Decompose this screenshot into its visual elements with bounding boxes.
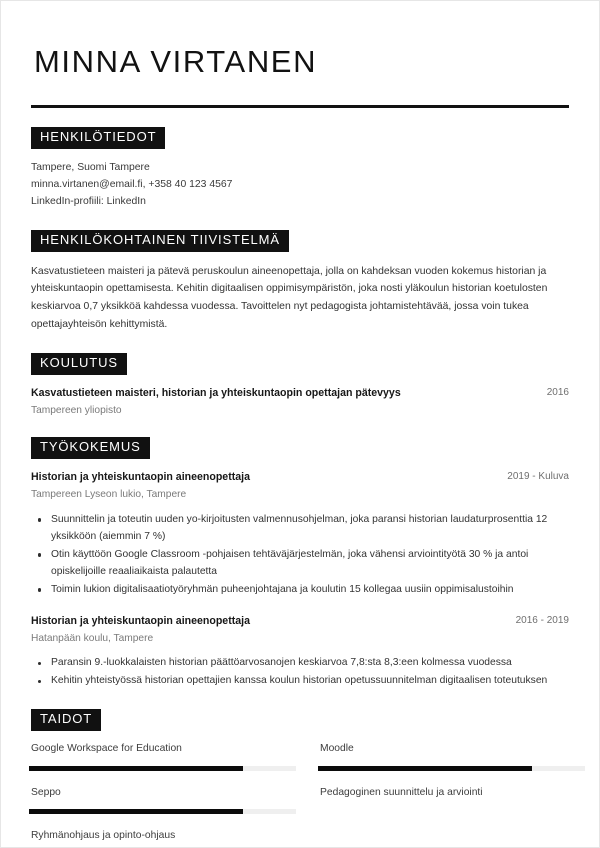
section-heading-contact: HENKILÖTIEDOT — [31, 127, 165, 149]
skill-label: Ryhmänohjaus ja opinto-ohjaus — [31, 830, 176, 842]
skill-item — [29, 828, 296, 848]
skill-label: Moodle — [320, 743, 354, 755]
experience-date: 2016 - 2019 — [515, 614, 569, 626]
education-entry-head — [31, 386, 569, 402]
header-divider — [31, 105, 569, 108]
list-item: Suunnittelin ja toteutin uuden yo-kirjoitusten valmennusohjelman, joka paransi historian laudaturprosenttia 12 yksikköön (aiemmin 7 %) — [31, 512, 569, 546]
skill-level-bar — [318, 809, 585, 814]
list-item: Kehitin yhteistyössä historian opettajien kanssa koulun historian opetussuunnitelman digitaalisen toteutuksen — [31, 673, 569, 690]
skill-item — [29, 741, 296, 784]
contact-linkedin[interactable]: LinkedIn-profiili: LinkedIn — [31, 195, 146, 207]
education-date: 2016 — [546, 387, 569, 398]
contact-email-phone: minna.virtanen@email.fi, +358 40 123 4567 — [31, 178, 233, 190]
experience-date: 2019 - Kuluva — [507, 471, 569, 483]
skill-label: Seppo — [31, 786, 61, 798]
skill-level-fill — [29, 766, 243, 771]
experience-job-title: Historian ja yhteiskuntaopin aineenopettaja — [31, 471, 250, 484]
education-institution: Tampereen yliopisto — [31, 404, 122, 416]
experience-employer: Tampereen Lyseon lukio, Tampere — [31, 489, 187, 501]
experience-bullet-list — [31, 512, 569, 599]
education-degree: Kasvatustieteen maisteri, historian ja yhteiskuntaopin opettajan pätevyys — [31, 387, 401, 399]
section-contact — [31, 127, 569, 210]
section-summary — [31, 230, 569, 335]
skill-label: Pedagoginen suunnittelu ja arviointi — [320, 786, 483, 798]
skill-level-fill — [318, 766, 532, 771]
section-heading-skills: TAIDOT — [31, 709, 101, 731]
section-heading-summary: HENKILÖKOHTAINEN TIIVISTELMÄ — [31, 230, 289, 252]
experience-employer: Hatanpään koulu, Tampere — [31, 632, 154, 644]
skill-label: Google Workspace for Education — [31, 743, 182, 755]
section-heading-education: KOULUTUS — [31, 353, 127, 375]
section-education — [31, 353, 569, 418]
contact-location: Tampere, Suomi Tampere — [31, 162, 150, 174]
experience-entry-head — [31, 614, 569, 630]
experience-entry — [31, 614, 569, 690]
skills-grid — [29, 741, 585, 848]
contact-details — [31, 160, 569, 211]
experience-job-title: Historian ja yhteiskuntaopin aineenopettaja — [31, 614, 250, 627]
skill-item — [318, 785, 585, 828]
skill-level-fill — [29, 809, 243, 814]
list-item: Otin käyttöön Google Classroom -pohjaisen tehtäväjärjestelmän, joka vähensi arviointityötä 30 % ja antoi opiskelijoille reaaliaikaista palautetta — [31, 547, 569, 581]
summary-text: Kasvatustieteen maisteri ja pätevä peruskoulun aineenopettaja, jolla on kahdeksan vuoden kokemus historian ja yhteiskuntaopin opettamisesta. Kehitin digitaalisen oppimisympäristön, joka nosti yläkoulun historian koetulosten keskiarvoa 0,7 yksikköä kahdessa vuodessa. Tavoittelen nyt pedagogista johtamistehtävää, jossa voin tukea opettajayhteisön kehittymistä. — [31, 265, 548, 331]
skill-level-bar — [29, 809, 296, 814]
education-body — [31, 386, 569, 418]
section-experience — [31, 437, 569, 690]
section-skills — [31, 709, 569, 848]
section-heading-experience: TYÖKOKEMUS — [31, 437, 150, 459]
education-entry — [31, 386, 569, 418]
list-item: Paransin 9.-luokkalaisten historian päättöarvosanojen keskiarvoa 7,8:sta 8,3:een kolmessa vuodessa — [31, 655, 569, 672]
skill-level-bar — [318, 766, 585, 771]
list-item: Toimin lukion digitalisaatiotyöryhmän puheenjohtajana ja koulutin 15 kollegaa uusiin oppimisalustoihin — [31, 582, 569, 599]
page-title: MINNA VIRTANEN — [34, 44, 318, 79]
summary-body — [31, 263, 569, 335]
experience-body — [31, 470, 569, 690]
experience-bullet-list — [31, 655, 569, 690]
experience-entry-head — [31, 470, 569, 486]
skill-item — [29, 785, 296, 828]
skill-level-bar — [29, 766, 296, 771]
experience-entry — [31, 470, 569, 598]
skill-item — [318, 741, 585, 784]
